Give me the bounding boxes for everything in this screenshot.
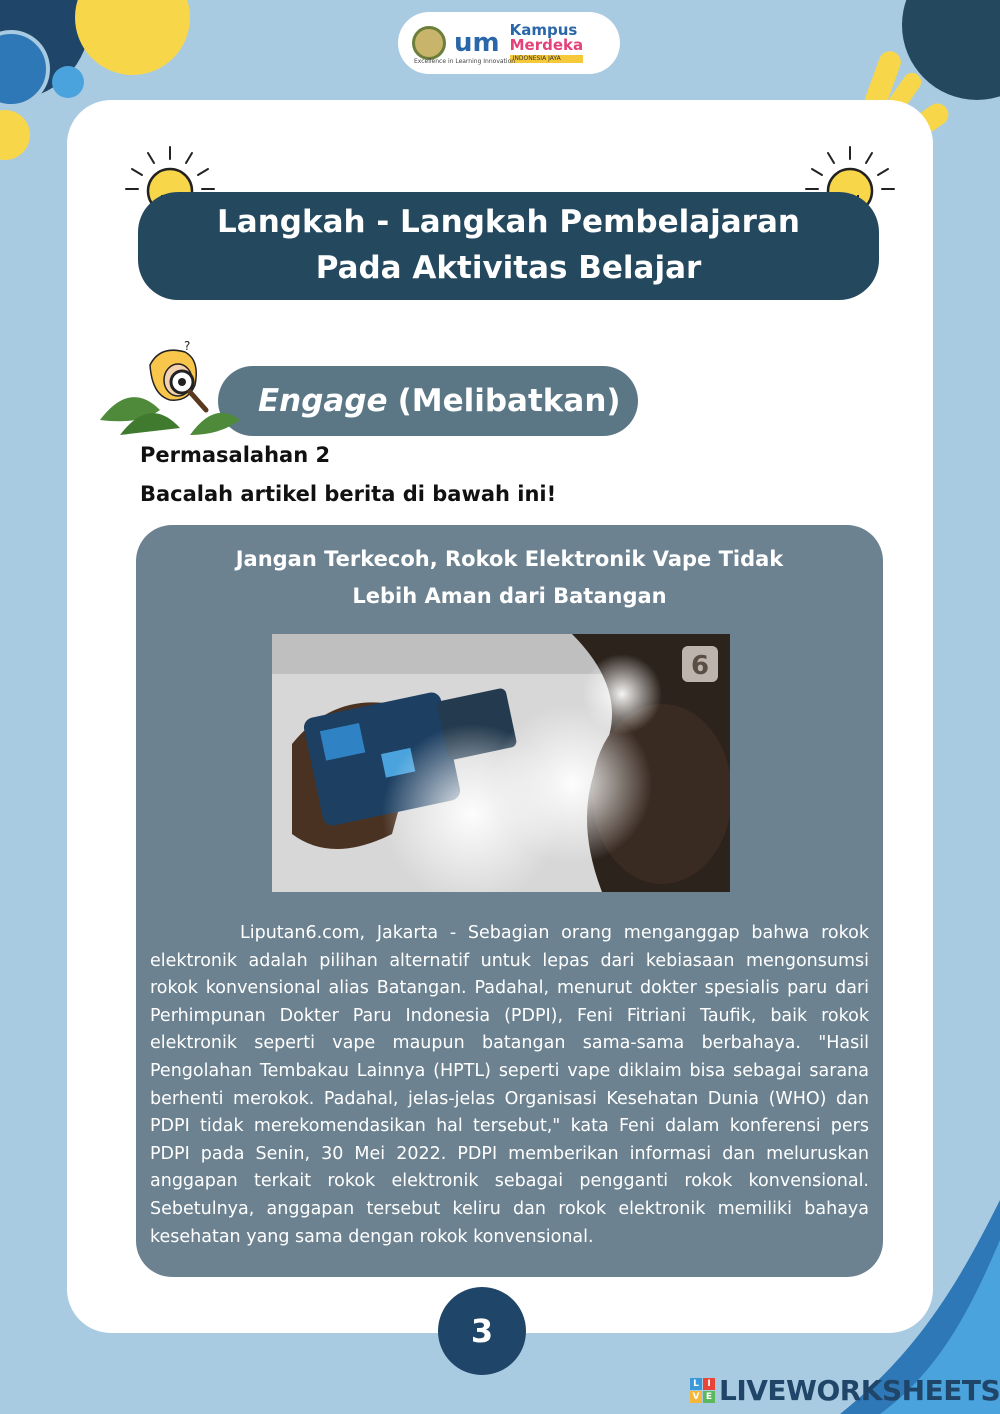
article-photo: [272, 634, 730, 892]
news-article-panel: [136, 525, 883, 1277]
engage-subtitle: (Melibatkan): [397, 383, 621, 419]
university-seal-icon: [412, 26, 446, 60]
page-number: 3: [438, 1287, 526, 1375]
kampus-merdeka-line3: INDONESIA JAYA: [510, 55, 584, 63]
article-title-line1: Jangan Terkecoh, Rokok Elektronik Vape Tidak: [235, 547, 784, 571]
kampus-merdeka-logo: [510, 23, 584, 63]
um-logo: um: [454, 28, 500, 58]
detective-magnifier-illustration: [100, 340, 250, 440]
decor-circle-yellow-small: [0, 110, 30, 160]
vape-photo-illustration: [272, 634, 730, 892]
article-title: [136, 541, 883, 615]
instruction-text: Bacalah artikel berita di bawah ini!: [140, 482, 557, 506]
decor-circle-lightblue: [52, 66, 84, 98]
engage-banner: [218, 366, 638, 436]
lw-mark-e: E: [703, 1391, 715, 1403]
section-title-line2: Pada Aktivitas Belajar: [315, 250, 702, 286]
lw-mark-l: L: [690, 1378, 702, 1390]
article-title-line2: Lebih Aman dari Batangan: [352, 584, 667, 608]
section-title-line1: Langkah - Langkah Pembelajaran: [217, 204, 800, 240]
lw-mark-i: I: [703, 1378, 715, 1390]
liveworksheets-wordmark: LIVEWORKSHEETS: [719, 1373, 1000, 1407]
photo-source-badge: 6: [690, 651, 710, 681]
problem-label: Permasalahan 2: [140, 443, 331, 467]
lw-mark-v: V: [690, 1391, 702, 1403]
kampus-merdeka-line2: Merdeka: [509, 36, 584, 54]
liveworksheets-watermark: [690, 1374, 1000, 1406]
article-body-text: Liputan6.com, Jakarta - Sebagian orang menganggap bahwa rokok elektronik adalah pilihan alternatif untuk lepas dari kebiasaan mengonsumsi rokok konvensional alias Batangan. Padahal, menurut dokter spesialis paru dari Perhimpunan Dokter Paru Indonesia (PDPI), Feni Fitriani Taufik, baik rokok elektronik seperti vape maupun batangan sama-sama berbahaya. "Hasil Pengolahan Tembakau Lainnya (HPTL) seperti vape diklaim bisa sebagai sarana berhenti merokok. Padahal, jelas-jelas Organisasi Kesehatan Dunia (WHO) dan PDPI tidak merekomendasikan hal tersebut," kata Feni dalam konferensi pers PDPI pada Senin, 30 Mei 2022. PDPI memberikan informasi dan meluruskan anggapan terkait rokok elektronik sebagai pengganti rokok konvensional. Sebetulnya, anggapan tersebut keliru dan rokok elektronik memiliki bahaya kesehatan yang sama dengan rokok konvensional.: [150, 923, 869, 1247]
institution-logo: [398, 12, 620, 74]
section-title-banner: [138, 192, 879, 300]
logo-tagline: Excellence in Learning Innovation: [414, 58, 516, 65]
liveworksheets-logo-icon: [690, 1378, 715, 1403]
kampus-merdeka-line1: Kampus: [509, 21, 578, 39]
svg-text:?: ?: [184, 340, 191, 353]
decor-circle-yellow: [75, 0, 190, 75]
engage-italic-label: Engage: [258, 383, 388, 419]
